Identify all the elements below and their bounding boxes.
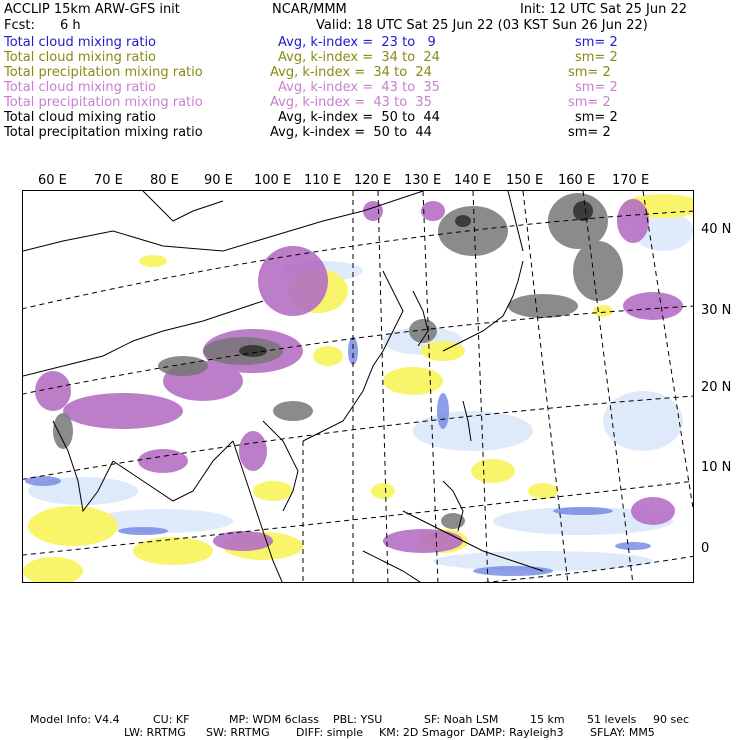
forecast-hours: 6 h (60, 18, 81, 33)
legend-name-7: Total precipitation mixing ratio (4, 125, 203, 140)
footer-timestep: 90 sec (653, 713, 690, 726)
legend-sm-2: sm= 2 (575, 50, 618, 65)
lon-label-150e: 150 E (506, 173, 544, 188)
map-canvas (23, 191, 694, 583)
forecast-label: Fcst: (4, 18, 35, 33)
legend-name-1: Total cloud mixing ratio (4, 35, 157, 50)
legend-name-3: Total precipitation mixing ratio (4, 65, 203, 80)
org-label: NCAR/MMM (272, 2, 347, 17)
lat-label-40n: 40 N (701, 222, 732, 237)
legend-range-3: Avg, k-index = 34 to 24 (270, 65, 432, 80)
legend-name-5: Total precipitation mixing ratio (4, 95, 203, 110)
legend-sm-4: sm= 2 (575, 80, 618, 95)
legend-sm-6: sm= 2 (575, 110, 618, 125)
footer-cu: CU: KF (153, 713, 190, 726)
legend-sm-7: sm= 2 (568, 125, 611, 140)
footer-lw: LW: RRTMG (124, 726, 186, 739)
lon-label-140e: 140 E (454, 173, 492, 188)
lat-label-0: 0 (701, 541, 710, 556)
footer-sw: SW: RRTMG (206, 726, 270, 739)
legend-name-4: Total cloud mixing ratio (4, 80, 157, 95)
legend-name-2: Total cloud mixing ratio (4, 50, 157, 65)
footer-mp: MP: WDM 6class (229, 713, 319, 726)
init-time: Init: 12 UTC Sat 25 Jun 22 (520, 2, 687, 17)
footer-sf: SF: Noah LSM (424, 713, 499, 726)
valid-time: Valid: 18 UTC Sat 25 Jun 22 (03 KST Sun 26 Jun 22) (316, 18, 648, 33)
lon-label-60e: 60 E (38, 173, 67, 188)
footer-resolution: 15 km (530, 713, 565, 726)
lon-label-130e: 130 E (404, 173, 442, 188)
lon-label-70e: 70 E (94, 173, 123, 188)
lon-label-160e: 160 E (558, 173, 596, 188)
legend-range-4: Avg, k-index = 43 to 35 (278, 80, 440, 95)
legend-sm-5: sm= 2 (568, 95, 611, 110)
legend-sm-1: sm= 2 (575, 35, 618, 50)
lon-label-100e: 100 E (254, 173, 292, 188)
legend-name-6: Total cloud mixing ratio (4, 110, 157, 125)
lon-label-110e: 110 E (304, 173, 342, 188)
lon-label-90e: 90 E (204, 173, 233, 188)
map-panel (22, 190, 694, 583)
legend-range-7: Avg, k-index = 50 to 44 (270, 125, 432, 140)
lat-label-20n: 20 N (701, 380, 732, 395)
legend-range-2: Avg, k-index = 34 to 24 (278, 50, 440, 65)
lat-label-10n: 10 N (701, 460, 732, 475)
footer-diff: DIFF: simple (296, 726, 364, 739)
footer-damp: DAMP: Rayleigh3 (470, 726, 564, 739)
footer-km: KM: 2D Smagor (379, 726, 465, 739)
legend-range-1: Avg, k-index = 23 to 9 (278, 35, 436, 50)
legend-range-5: Avg, k-index = 43 to 35 (270, 95, 432, 110)
legend-range-6: Avg, k-index = 50 to 44 (278, 110, 440, 125)
lon-label-120e: 120 E (354, 173, 392, 188)
lon-label-80e: 80 E (150, 173, 179, 188)
legend-sm-3: sm= 2 (568, 65, 611, 80)
lon-label-170e: 170 E (612, 173, 650, 188)
cloud-fields (23, 193, 694, 583)
footer-model-info: Model Info: V4.4 (30, 713, 120, 726)
footer-pbl: PBL: YSU (333, 713, 383, 726)
footer-sflay: SFLAY: MM5 (590, 726, 655, 739)
lat-label-30n: 30 N (701, 303, 732, 318)
model-title: ACCLIP 15km ARW-GFS init (4, 2, 180, 17)
footer-levels: 51 levels (587, 713, 637, 726)
